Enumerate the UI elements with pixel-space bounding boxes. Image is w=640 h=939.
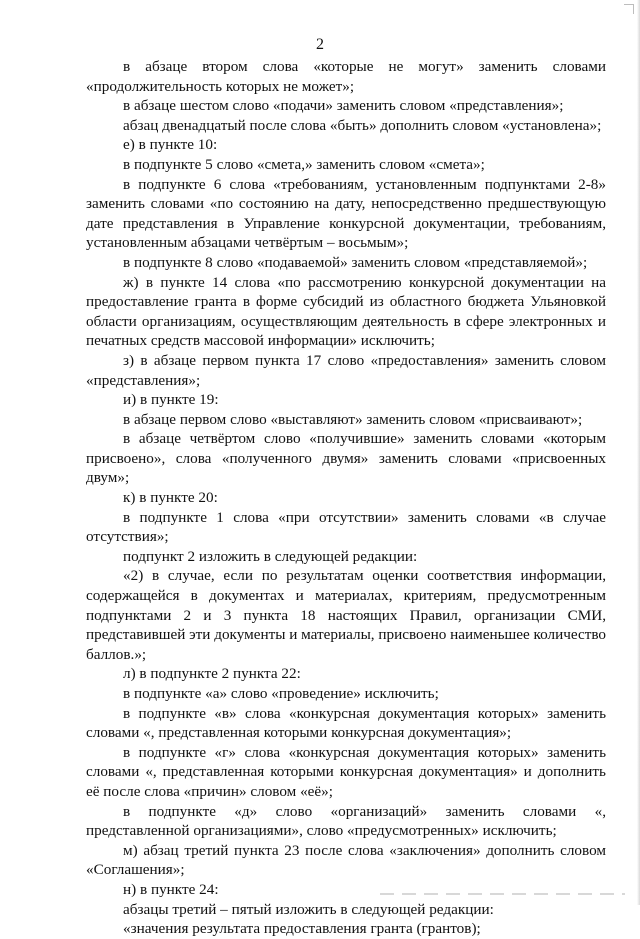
paragraph: ж) в пункте 14 слова «по рассмотрению конкурсной документации на предоставление гранта в форме субсидий из областного бюджета Ульяновкой области организациям, осуществляющим деятельность в сфере электронных и печатных средств массовой информации» исключить; <box>86 273 606 350</box>
paragraph: в подпункте 1 слова «при отсутствии» заменить словами «в случае отсутствия»; <box>86 508 606 546</box>
paragraph: в подпункте 8 слово «подаваемой» заменить словом «представляемой»; <box>123 253 588 271</box>
paragraph: в подпункте «а» слово «проведение» исключить; <box>123 685 439 702</box>
paragraph: «значения результата предоставления гранта (грантов); <box>123 920 481 938</box>
paragraph: з) в абзаце первом пункта 17 слово «предоставления» заменить словом «представления»; <box>86 351 606 389</box>
paragraph: «2) в случае, если по результатам оценки соответствия информации, содержащейся в документах и материалах, критериям, предусмотренным подпунктами 2 и 3 пункта 18 настоящих Правил, организации СМИ, представившей эти документы и материалы, присвоено наименьшее количество баллов.»; <box>86 567 606 663</box>
paragraph: в подпункте «г» слова «конкурсная документация которых» заменить словами «, представленная которыми конкурсная документация» и дополнить её после слова «причин» словом «её»; <box>86 743 606 800</box>
scan-corner-mark <box>624 4 634 14</box>
paragraph: л) в подпункте 2 пункта 22: <box>123 665 301 683</box>
paragraph: в абзаце четвёртом слово «получившие» заменить словами «которым присвоено», слова «полученного двумя» заменить словами «присвоенных двум»; <box>86 430 606 487</box>
paragraph: абзац двенадцатый после слова «быть» дополнить словом «установлена»; <box>123 116 602 134</box>
paragraph: е) в пункте 10: <box>123 136 218 154</box>
paragraph: в подпункте «в» слова «конкурсная документация которых» заменить словами «, представленная которыми конкурсная документация»; <box>86 704 606 742</box>
paragraph: в абзаце первом слово «выставляют» заменить словом «присваивают»; <box>123 410 583 428</box>
paragraph: м) абзац третий пункта 23 после слова «заключения» дополнить словом «Соглашения»; <box>86 841 606 879</box>
paragraph: подпункт 2 изложить в следующей редакции: <box>123 547 418 565</box>
paragraph: в подпункте 6 слова «требованиям, установленным подпунктами 2-8» заменить словами «по состоянию на дату, непосредственно предшествующую дате представления в Управление конкурсной документации, требованиям, установленным абзацами четвёртым – восьмым»; <box>86 175 606 252</box>
document-body <box>86 57 606 939</box>
scan-bottom-artifact <box>380 893 625 895</box>
paragraph: абзацы третий – пятый изложить в следующей редакции: <box>123 900 494 918</box>
paragraph: в подпункте «д» слово «организаций» заменить словами «, представленной организациями», слово «предусмотренных» исключить; <box>86 802 606 840</box>
paragraph: к) в пункте 20: <box>123 489 218 507</box>
paragraph: в подпункте 5 слово «смета,» заменить словом «смета»; <box>123 155 485 173</box>
page-number: 2 <box>316 36 324 53</box>
paragraph: и) в пункте 19: <box>123 391 219 409</box>
paragraph: в абзаце шестом слово «подачи» заменить словом «представления»; <box>123 97 564 115</box>
paragraph: в абзаце втором слова «которые не могут» заменить словами «продолжительность которых не может»; <box>86 58 606 95</box>
paragraph: н) в пункте 24: <box>123 880 219 898</box>
